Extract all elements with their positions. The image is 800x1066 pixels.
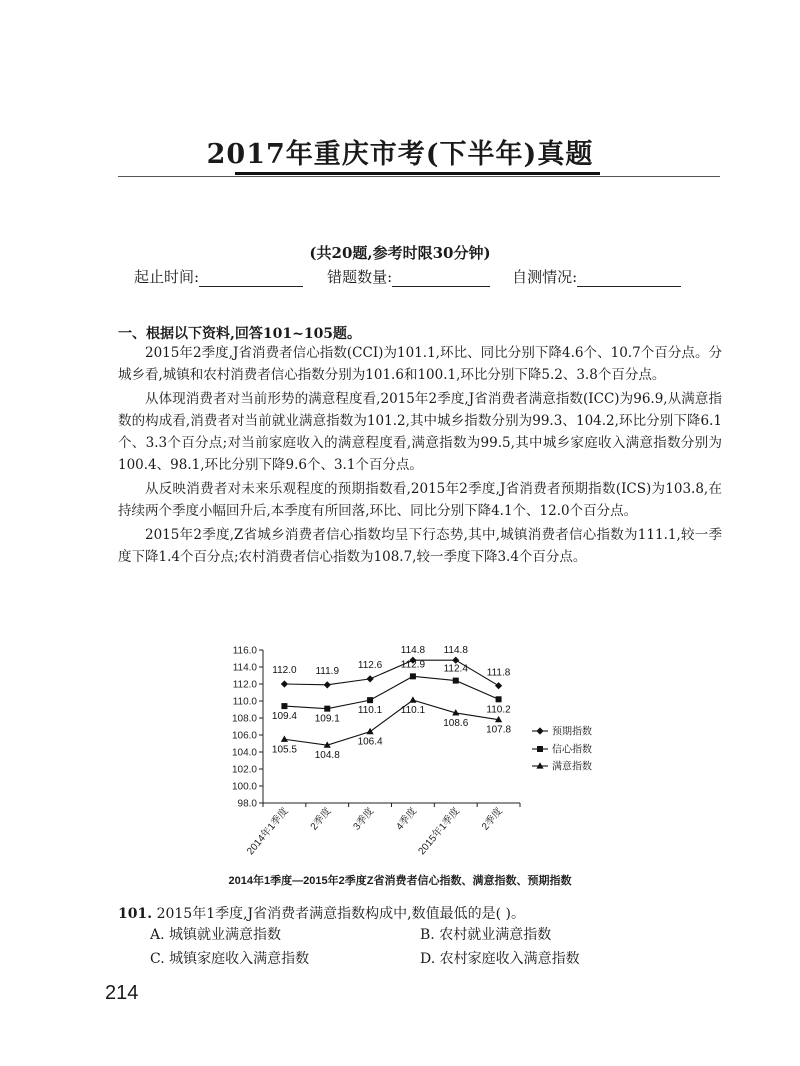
page-number: 214	[105, 982, 139, 1004]
title-rule	[118, 176, 720, 177]
self-check-fields	[134, 266, 734, 287]
option-d[interactable]: D. 农村家庭收入满意指数	[420, 951, 580, 967]
point-square	[410, 673, 416, 679]
point-diamond	[324, 681, 331, 688]
paragraph: 从体现消费者对当前形势的满意程度看,2015年2季度,J省消费者满意指数(ICC)为96.9,从满意指数的构成看,消费者对当前就业满意指数为101.2,其中城乡指数分别为99.3、104.2,环比分别下降6.1个、3.3个百分点;对当前家庭收入的满意程度看,满意指数为99.5,其中城乡家庭收入满意指数分别为100.4、98.1,环比分别下降9.6个、3.1个百分点。	[118, 391, 722, 473]
data-label: 108.6	[443, 717, 469, 729]
line-chart	[200, 640, 640, 880]
point-square	[367, 697, 373, 703]
y-tick-label: 116.0	[232, 645, 257, 657]
exam-subtitle: (共20题,参考时限30分钟)	[309, 244, 491, 262]
y-tick-label: 102.0	[231, 764, 257, 776]
x-tick-label: 2季度	[308, 805, 334, 833]
point-square	[324, 706, 330, 712]
question-101	[118, 903, 722, 925]
series-line	[284, 676, 498, 708]
section-heading: 一、根据以下资料,回答101~105题。	[118, 326, 362, 342]
paragraph: 2015年2季度,J省消费者信心指数(CCI)为101.1,环比、同比分别下降4.6个、10.7个百分点。分城乡看,城镇和农村消费者信心指数分别为101.6和100.1,环比分别下降5.2、3.8个百分点。	[118, 345, 722, 383]
data-label: 112.0	[272, 665, 297, 676]
start-end-time-blank	[199, 270, 303, 287]
y-tick-label: 110.0	[232, 696, 257, 708]
y-tick-label: 100.0	[231, 781, 257, 793]
data-label: 105.5	[271, 744, 297, 756]
field-label: 起止时间:	[134, 268, 200, 286]
point-square	[537, 746, 543, 752]
y-tick-label: 98.0	[237, 798, 257, 810]
data-label: 112.4	[443, 663, 468, 675]
data-label: 114.8	[400, 645, 426, 657]
reading-passage	[118, 342, 722, 570]
data-label: 109.4	[271, 711, 297, 723]
x-tick-label: 2015年1季度	[416, 805, 463, 858]
y-tick-label: 114.0	[232, 662, 257, 674]
point-triangle	[366, 728, 373, 734]
point-diamond	[495, 682, 502, 689]
legend-label: 满意指数	[552, 761, 592, 773]
x-tick-label: 3季度	[351, 805, 377, 833]
answer-options	[150, 923, 710, 971]
wrong-count-field	[327, 266, 490, 287]
data-label: 111.9	[315, 665, 340, 677]
data-label: 112.6	[357, 659, 383, 671]
data-label: 106.4	[357, 736, 383, 748]
question-number: 101.	[118, 906, 153, 922]
data-label: 114.8	[443, 645, 468, 657]
point-triangle	[281, 735, 288, 741]
chart-title: 2014年1季度—2015年2季度Z省消费者信心指数、满意指数、预期指数	[228, 875, 572, 887]
y-tick-label: 106.0	[231, 730, 257, 742]
wrong-count-blank	[392, 270, 490, 287]
point-square	[496, 696, 502, 702]
paragraph: 2015年2季度,Z省城乡消费者信心指数均呈下行态势,其中,城镇消费者信心指数为111.1,较一季度下降1.4个百分点;农村消费者信心指数为108.7,较一季度下降3.4个百分点。	[118, 527, 722, 565]
paragraph: 从反映消费者对未来乐观程度的预期指数看,2015年2季度,J省消费者预期指数(ICS)为103.8,在持续两个季度小幅回升后,本季度有所回落,环比、同比分别下降4.1个、12.0个百分点。	[118, 481, 722, 519]
x-tick-label: 2014年1季度	[245, 805, 291, 858]
field-label: 错题数量:	[327, 268, 393, 286]
y-tick-label: 108.0	[231, 713, 257, 725]
legend-label: 预期指数	[552, 726, 592, 738]
start-end-time-field	[134, 266, 303, 287]
point-square	[281, 703, 287, 709]
x-tick-label: 2季度	[480, 805, 505, 833]
point-square	[453, 678, 459, 684]
option-a[interactable]: A. 城镇就业满意指数	[150, 927, 282, 943]
data-label: 112.9	[400, 659, 426, 671]
data-label: 110.1	[400, 705, 426, 717]
option-b[interactable]: B. 农村就业满意指数	[420, 927, 552, 943]
data-label: 107.8	[486, 724, 512, 736]
data-label: 110.1	[357, 705, 383, 717]
point-triangle	[409, 696, 416, 702]
data-label: 109.1	[314, 713, 340, 725]
data-label: 104.8	[314, 750, 340, 762]
data-label: 111.8	[486, 667, 511, 679]
point-diamond	[281, 680, 288, 687]
data-label: 110.2	[486, 704, 511, 716]
point-triangle	[536, 762, 543, 768]
option-c[interactable]: C. 城镇家庭收入满意指数	[150, 951, 310, 967]
self-assessment-blank	[577, 270, 681, 287]
legend-label: 信心指数	[552, 744, 592, 756]
y-tick-label: 112.0	[232, 679, 257, 691]
page-title: 2017年重庆市考(下半年)真题	[206, 139, 594, 170]
y-tick-label: 104.0	[231, 747, 257, 759]
field-label: 自测情况:	[512, 268, 578, 286]
self-assessment-field	[512, 266, 681, 287]
point-diamond	[366, 675, 373, 682]
point-diamond	[536, 727, 543, 734]
question-text: 2015年1季度,J省消费者满意指数构成中,数值最低的是( )。	[156, 906, 525, 922]
x-tick-label: 4季度	[394, 805, 420, 833]
chart-svg	[200, 640, 640, 880]
title-underline	[235, 172, 600, 175]
